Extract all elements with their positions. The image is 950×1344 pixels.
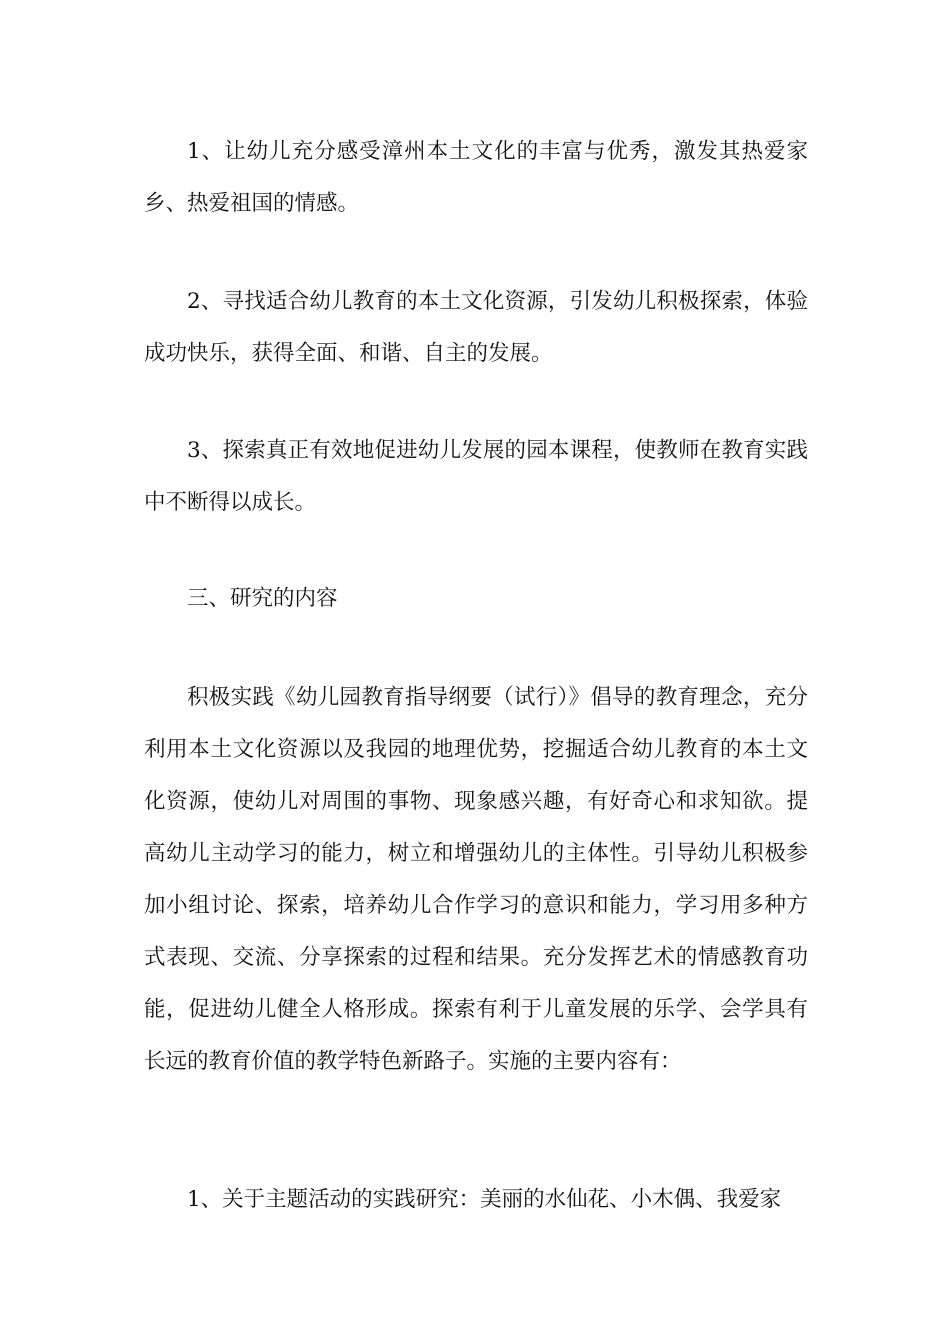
goal-paragraph-2: 2、寻找适合幼儿教育的本土文化资源，引发幼儿积极探索，体验成功快乐，获得全面、和谐、自主的发展。 xyxy=(144,289,808,366)
content-item-paragraph-1: 1、关于主题活动的实践研究：美丽的水仙花、小木偶、我爱家 xyxy=(187,1187,782,1212)
goal-paragraph-3: 3、探索真正有效地促进幼儿发展的园本课程，使教师在教育实践中不断得以成长。 xyxy=(144,438,808,515)
goal-paragraph-1: 1、让幼儿充分感受漳州本土文化的丰富与优秀，激发其热爱家乡、热爱祖国的情感。 xyxy=(144,139,808,216)
section-heading-research-content: 三、研究的内容 xyxy=(187,586,338,611)
research-content-paragraph: 积极实践《幼儿园教育指导纲要（试行）》倡导的教育理念，充分利用本土文化资源以及我园的地理优势，挖掘适合幼儿教育的本土文化资源，使幼儿对周围的事物、现象感兴趣，有好奇心和求知欲。提高幼儿主动学习的能力，树立和增强幼儿的主体性。引导幼儿积极参加小组讨论、探索，培养幼儿合作学习的意识和能力，学习用多种方式表现、交流、分享探索的过程和结果。充分发挥艺术的情感教育功能，促进幼儿健全人格形成。探索有利于儿童发展的乐学、会学具有长远的教育价值的教学特色新路子。实施的主要内容有： xyxy=(144,685,808,1074)
